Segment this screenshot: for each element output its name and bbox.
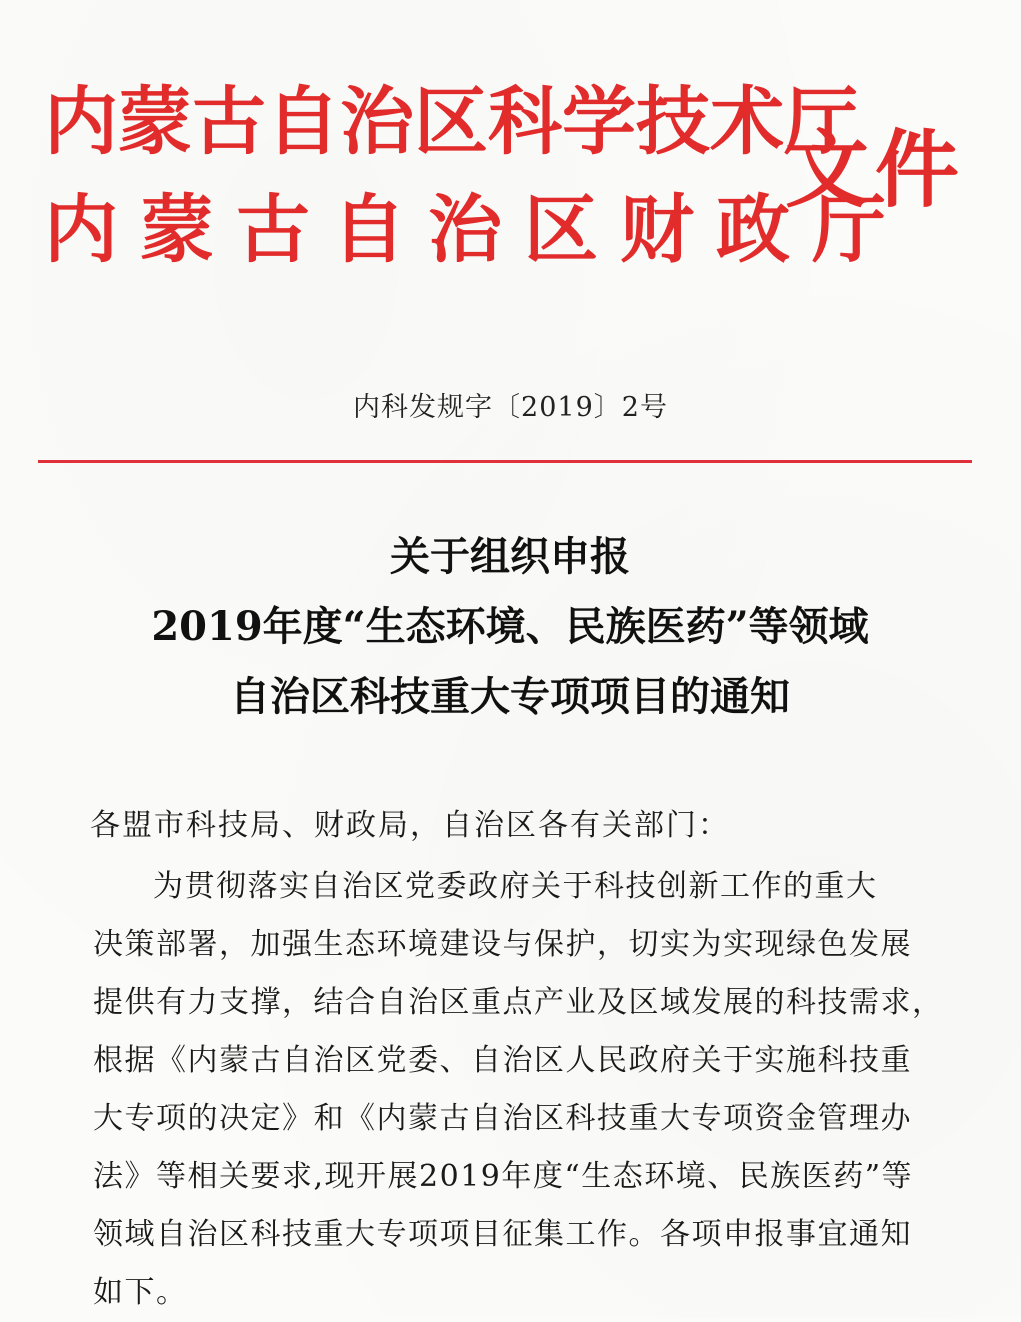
- body-line: 法》等相关要求,现开展2019年度“生态环境、民族医药”等: [93, 1159, 914, 1194]
- title-line: 关于组织申报: [390, 533, 630, 580]
- document-title: [60, 522, 960, 732]
- body-line: 提供有力支撑，结合自治区重点产业及区域发展的科技需求，: [93, 985, 944, 1020]
- body-line: 根据《内蒙古自治区党委、自治区人民政府关于实施科技重: [93, 1043, 912, 1078]
- title-line: 自治区科技重大专项项目的通知: [230, 673, 790, 720]
- title-line: 2019年度“生态环境、民族医药”等领域: [151, 603, 869, 650]
- body-paragraph: [93, 858, 963, 1322]
- document-type-label: 文件: [785, 120, 966, 219]
- document-number: 内科发规字〔2019〕2号: [353, 392, 668, 423]
- salutation: 各盟市科技局、财政局，自治区各有关部门：: [90, 808, 730, 843]
- body-line: 决策部署，加强生态环境建设与保护，切实为实现绿色发展: [93, 927, 912, 962]
- issuer-name-science-tech-dept: 内蒙古自治区科学技术厅: [44, 79, 858, 165]
- issuer-block: [44, 78, 908, 274]
- show-through-texture: [120, 330, 150, 374]
- red-separator-line: [38, 460, 972, 463]
- body-line: 大专项的决定》和《内蒙古自治区科技重大专项资金管理办: [93, 1101, 912, 1136]
- body-line: 如下。: [93, 1275, 188, 1310]
- issuer-name-finance-dept: 内蒙古自治区财政厅: [44, 187, 908, 273]
- body-line: 为贯彻落实自治区党委政府关于科技创新工作的重大: [153, 869, 878, 904]
- body-line: 领域自治区科技重大专项项目征集工作。各项申报事宜通知: [93, 1217, 912, 1252]
